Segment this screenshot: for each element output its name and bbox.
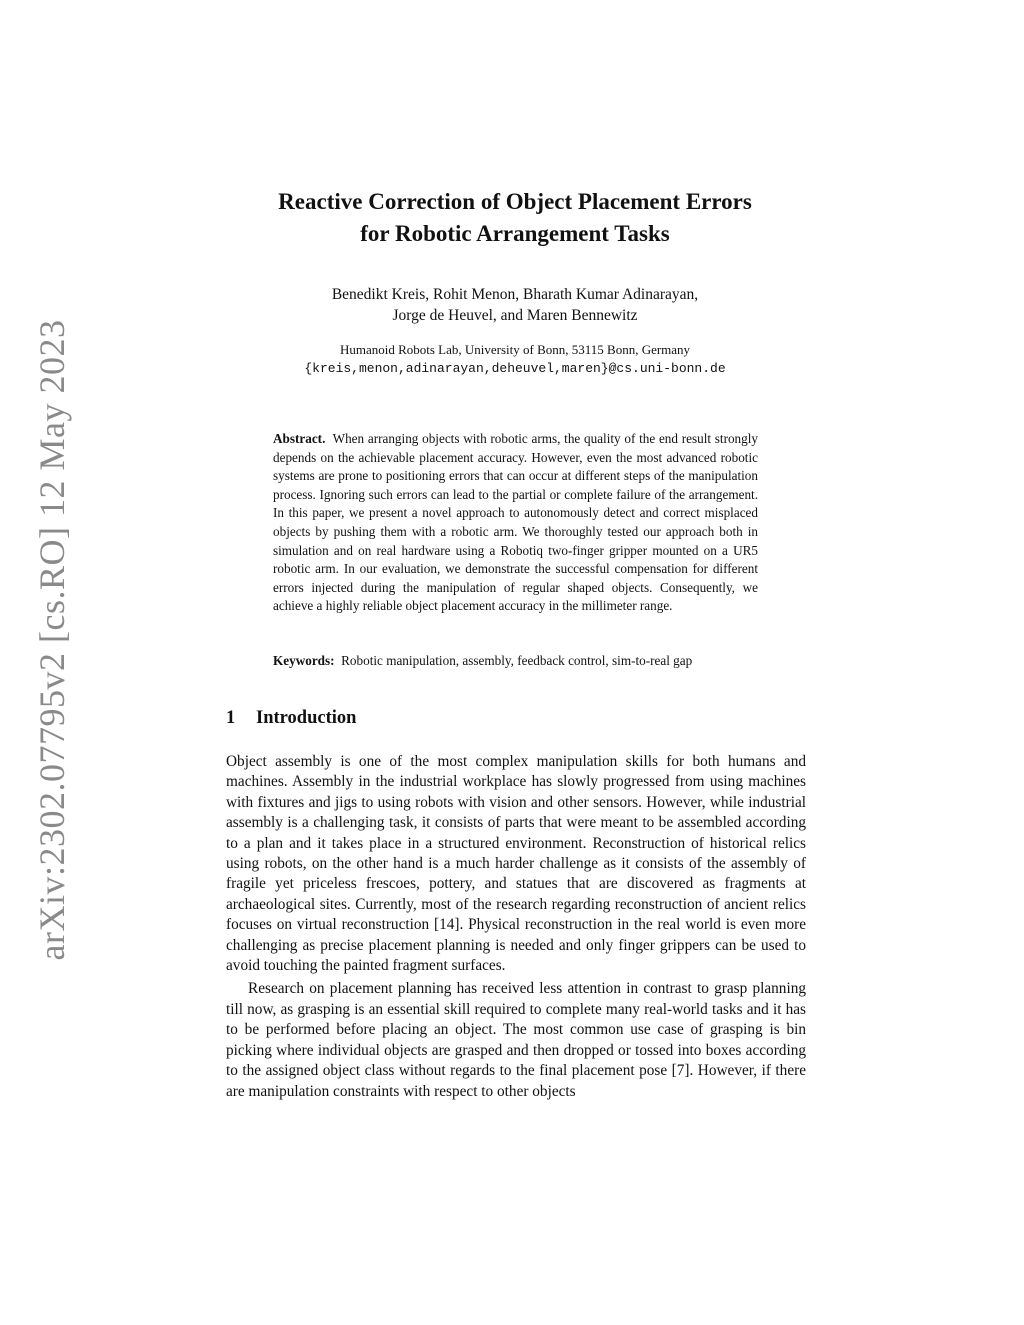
introduction-body xyxy=(226,752,806,1102)
abstract-text: When arranging objects with robotic arms, the quality of the end result strongly depends on the achievable placement accuracy. However, even the most advanced robotic systems are prone to positioning errors that can occur at different steps of the manipulation process. Ignoring such errors can lead to the partial or complete failure of the arrangement. In this paper, we present a novel approach to autonomously detect and correct misplaced objects by pushing them with a robotic arm. We thoroughly tested our approach both in simulation and on real hardware using a Robotiq two-finger gripper mounted on a UR5 robotic arm. In our evaluation, we demonstrate the successful compensation for different errors injected during the manipulation of regular shaped objects. Consequently, we achieve a highly reliable object placement accuracy in the millimeter range. xyxy=(273,431,759,614)
intro-paragraph-2: Research on placement planning has received less attention in contrast to grasp planning till now, as grasping is an essential skill required to complete many real-world tasks and it has to be performed before placing an object. The most common use case of grasping is bin picking where individual objects are grasped and then dropped or tossed into boxes according to the assigned object class without regards to the final placement pose [7]. However, if there are manipulation constraints with respect to other objects xyxy=(226,980,806,1100)
keywords xyxy=(273,652,758,671)
authors-line-1: Benedikt Kreis, Rohit Menon, Bharath Kumar Adinarayan, xyxy=(331,286,699,303)
affiliation-text: Humanoid Robots Lab, University of Bonn, 53115 Bonn, Germany xyxy=(339,342,691,357)
title-line-1: Reactive Correction of Object Placement Errors xyxy=(278,189,752,214)
keywords-label: Keywords: xyxy=(273,653,335,668)
keywords-text: Robotic manipulation, assembly, feedback control, sim-to-real gap xyxy=(341,653,693,668)
section-number: 1 xyxy=(226,708,236,728)
intro-paragraph-1: Object assembly is one of the most complex manipulation skills for both humans and machines. Assembly in the industrial workplace has slowly progressed from using machines with fixtures and jigs to using robots with vision and other sensors. However, while industrial assembly is a challenging task, it consists of parts that were meant to be assembled according to a plan and it takes place in a structured environment. Reconstruction of historical relics using robots, on the other hand is a much harder challenge as it consists of the assembly of fragile yet priceless frescoes, pottery, and statues that are discovered as fragments at archaeological sites. Currently, most of the research regarding reconstruction of ancient relics focuses on virtual reconstruction [14]. Physical reconstruction in the real world is even more challenging as precise placement planning is needed and only finger grippers can be used to avoid touching the painted fragment surfaces. xyxy=(226,753,806,975)
author-list xyxy=(200,284,830,326)
paper-title xyxy=(200,186,830,250)
section-heading-introduction xyxy=(226,706,356,730)
abstract-label: Abstract. xyxy=(273,431,326,446)
section-title: Introduction xyxy=(256,708,357,728)
arxiv-identifier-stamp: arXiv:2302.07795v2 [cs.RO] 12 May 2023 xyxy=(32,319,72,961)
abstract xyxy=(273,430,758,616)
affiliation-block xyxy=(200,340,830,378)
author-emails: {kreis,menon,adinarayan,deheuvel,maren}@cs.uni-bonn.de xyxy=(304,361,726,376)
authors-line-2: Jorge de Heuvel, and Maren Bennewitz xyxy=(392,307,638,324)
title-line-2: for Robotic Arrangement Tasks xyxy=(360,221,670,246)
